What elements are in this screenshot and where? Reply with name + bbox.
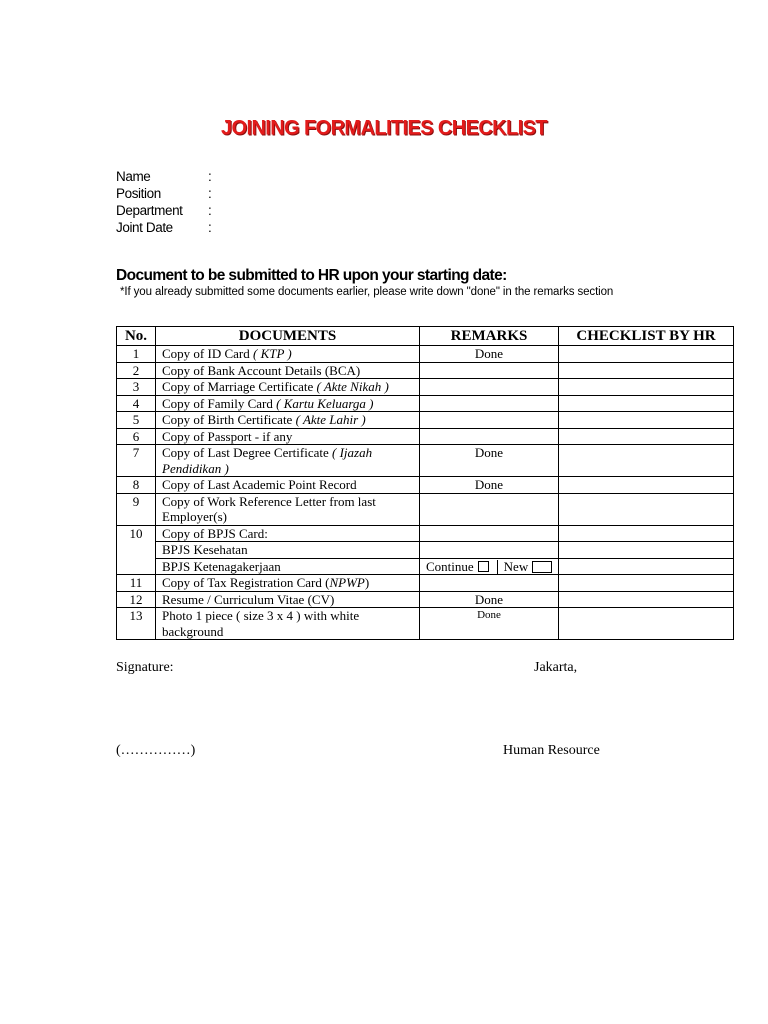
table-row: [117, 591, 734, 608]
document-text: Copy of ID Card: [162, 346, 253, 361]
section-note: *If you already submitted some documents earlier, please write down "done" in the remarks section: [120, 286, 614, 298]
joint-date-field[interactable]: [116, 220, 211, 235]
row-remarks[interactable]: [420, 493, 559, 525]
row-document: [156, 493, 420, 525]
row-number: 13: [117, 608, 156, 640]
row-checklist[interactable]: [559, 591, 734, 608]
city-label: Jakarta,: [534, 660, 578, 675]
table-row: [117, 395, 734, 412]
document-italic: ( KTP ): [253, 346, 292, 361]
row-number: 3: [117, 379, 156, 396]
document-text: Copy of Work Reference Letter from last Employer(s): [162, 493, 376, 524]
row-checklist[interactable]: [559, 575, 734, 592]
table-row: [117, 362, 734, 379]
row-remarks[interactable]: [420, 575, 559, 592]
bpjs-document: Copy of BPJS Card:: [156, 525, 420, 542]
table-header-row: [117, 327, 734, 346]
row-remarks[interactable]: Done: [420, 608, 559, 640]
table-row: [117, 493, 734, 525]
document-title: JOINING FORMALITIES CHECKLIST: [221, 116, 547, 140]
department-colon: :: [208, 203, 212, 218]
table-row: [117, 412, 734, 429]
document-italic: ( Akte Lahir ): [295, 412, 366, 427]
row-document: [156, 362, 420, 379]
row-document: [156, 445, 420, 477]
bpjs-ketenagakerjaan-checklist[interactable]: [559, 558, 734, 575]
row-checklist[interactable]: [559, 379, 734, 396]
row-checklist[interactable]: [559, 395, 734, 412]
row-checklist[interactable]: [559, 608, 734, 640]
header-documents: DOCUMENTS: [156, 327, 420, 346]
document-text: Copy of Bank Account Details (BCA): [162, 362, 361, 378]
table-row: [117, 346, 734, 363]
row-number: 6: [117, 428, 156, 445]
row-remarks[interactable]: [420, 379, 559, 396]
row-number: 1: [117, 346, 156, 363]
bpjs-checklist[interactable]: [559, 525, 734, 542]
row-checklist[interactable]: [559, 412, 734, 429]
bpjs-kesehatan-remarks[interactable]: [420, 542, 559, 559]
row-remarks[interactable]: Done: [420, 346, 559, 363]
new-label: New: [503, 558, 529, 574]
row-number: 8: [117, 477, 156, 494]
row-document: Resume / Curriculum Vitae (CV): [156, 591, 420, 608]
position-label: Position: [116, 186, 161, 201]
table-row: [117, 428, 734, 445]
document-text: Copy of Family Card: [162, 395, 277, 411]
table-row-bpjs-kesehatan: [117, 542, 734, 559]
row-number: 10: [117, 525, 156, 575]
header-no: No.: [117, 327, 156, 346]
document-text: Copy of Last Academic Point Record: [162, 477, 357, 492]
row-document: [156, 412, 420, 429]
checklist-table: [116, 326, 734, 640]
department-label: Department: [116, 203, 183, 218]
row-number: 12: [117, 591, 156, 608]
row-remarks[interactable]: [420, 362, 559, 379]
row-remarks[interactable]: [420, 395, 559, 412]
document-text: Copy of Tax Registration Card (: [162, 575, 330, 590]
header-checklist: CHECKLIST BY HR: [559, 327, 734, 346]
row-checklist[interactable]: [559, 428, 734, 445]
row-checklist[interactable]: [559, 362, 734, 379]
name-field[interactable]: [116, 169, 211, 184]
row-document: [156, 346, 420, 363]
row-document: [156, 575, 420, 592]
department-signoff: Human Resource: [503, 743, 600, 758]
bpjs-kesehatan-label: BPJS Kesehatan: [156, 542, 420, 559]
row-number: 2: [117, 362, 156, 379]
row-number: 5: [117, 412, 156, 429]
joint-date-colon: :: [208, 220, 212, 235]
document-text-end: ): [364, 575, 370, 590]
divider: [497, 560, 498, 574]
name-label: Name: [116, 169, 151, 184]
department-field[interactable]: [116, 203, 211, 218]
row-remarks[interactable]: Done: [420, 477, 559, 494]
header-remarks: REMARKS: [420, 327, 559, 346]
row-remarks[interactable]: Done: [420, 591, 559, 608]
row-document: [156, 428, 420, 445]
row-document: [156, 395, 420, 412]
table-row: [117, 445, 734, 477]
row-number: 11: [117, 575, 156, 592]
document-text: Copy of Last Degree Certificate: [162, 445, 333, 460]
row-document: [156, 477, 420, 494]
document-italic: ( Ijazah Pendidikan ): [162, 445, 373, 476]
table-row-bpjs: [117, 525, 734, 542]
bpjs-kesehatan-checklist[interactable]: [559, 542, 734, 559]
signature-placeholder: (……………): [116, 743, 196, 758]
row-checklist[interactable]: [559, 493, 734, 525]
bpjs-ketenagakerjaan-remarks: [420, 558, 559, 575]
position-colon: :: [208, 186, 212, 201]
document-text: Copy of Passport - if any: [162, 428, 293, 444]
table-row: [117, 477, 734, 494]
row-checklist[interactable]: [559, 346, 734, 363]
row-checklist[interactable]: [559, 477, 734, 494]
row-remarks[interactable]: Done: [420, 445, 559, 477]
name-colon: :: [208, 169, 212, 184]
bpjs-ketenagakerjaan-label: BPJS Ketenagakerjaan: [156, 558, 420, 575]
section-heading: Document to be submitted to HR upon your starting date:: [116, 267, 507, 284]
signature-label: Signature:: [116, 660, 174, 675]
position-field[interactable]: [116, 186, 211, 201]
document-italic: ( Kartu Keluarga ): [276, 395, 374, 411]
row-document: Photo 1 piece ( size 3 x 4 ) with white background: [156, 608, 420, 640]
row-document: [156, 379, 420, 396]
table-row: [117, 379, 734, 396]
row-number: 9: [117, 493, 156, 525]
row-number: 4: [117, 395, 156, 412]
bpjs-remarks[interactable]: [420, 525, 559, 542]
joint-date-label: Joint Date: [116, 220, 173, 235]
row-remarks[interactable]: [420, 428, 559, 445]
document-italic: NPWP: [329, 575, 365, 590]
continue-checkbox[interactable]: [478, 561, 489, 572]
document-text: Copy of Marriage Certificate: [162, 379, 317, 394]
table-row: [117, 575, 734, 592]
table-row-bpjs-ketenagakerjaan: [117, 558, 734, 575]
new-checkbox[interactable]: [532, 561, 552, 573]
continue-label: Continue: [426, 558, 474, 574]
document-text: Copy of Birth Certificate: [162, 412, 296, 427]
document-italic: ( Akte Nikah ): [316, 379, 389, 394]
table-row: [117, 608, 734, 640]
row-remarks[interactable]: [420, 412, 559, 429]
row-number: 7: [117, 445, 156, 477]
row-checklist[interactable]: [559, 445, 734, 477]
